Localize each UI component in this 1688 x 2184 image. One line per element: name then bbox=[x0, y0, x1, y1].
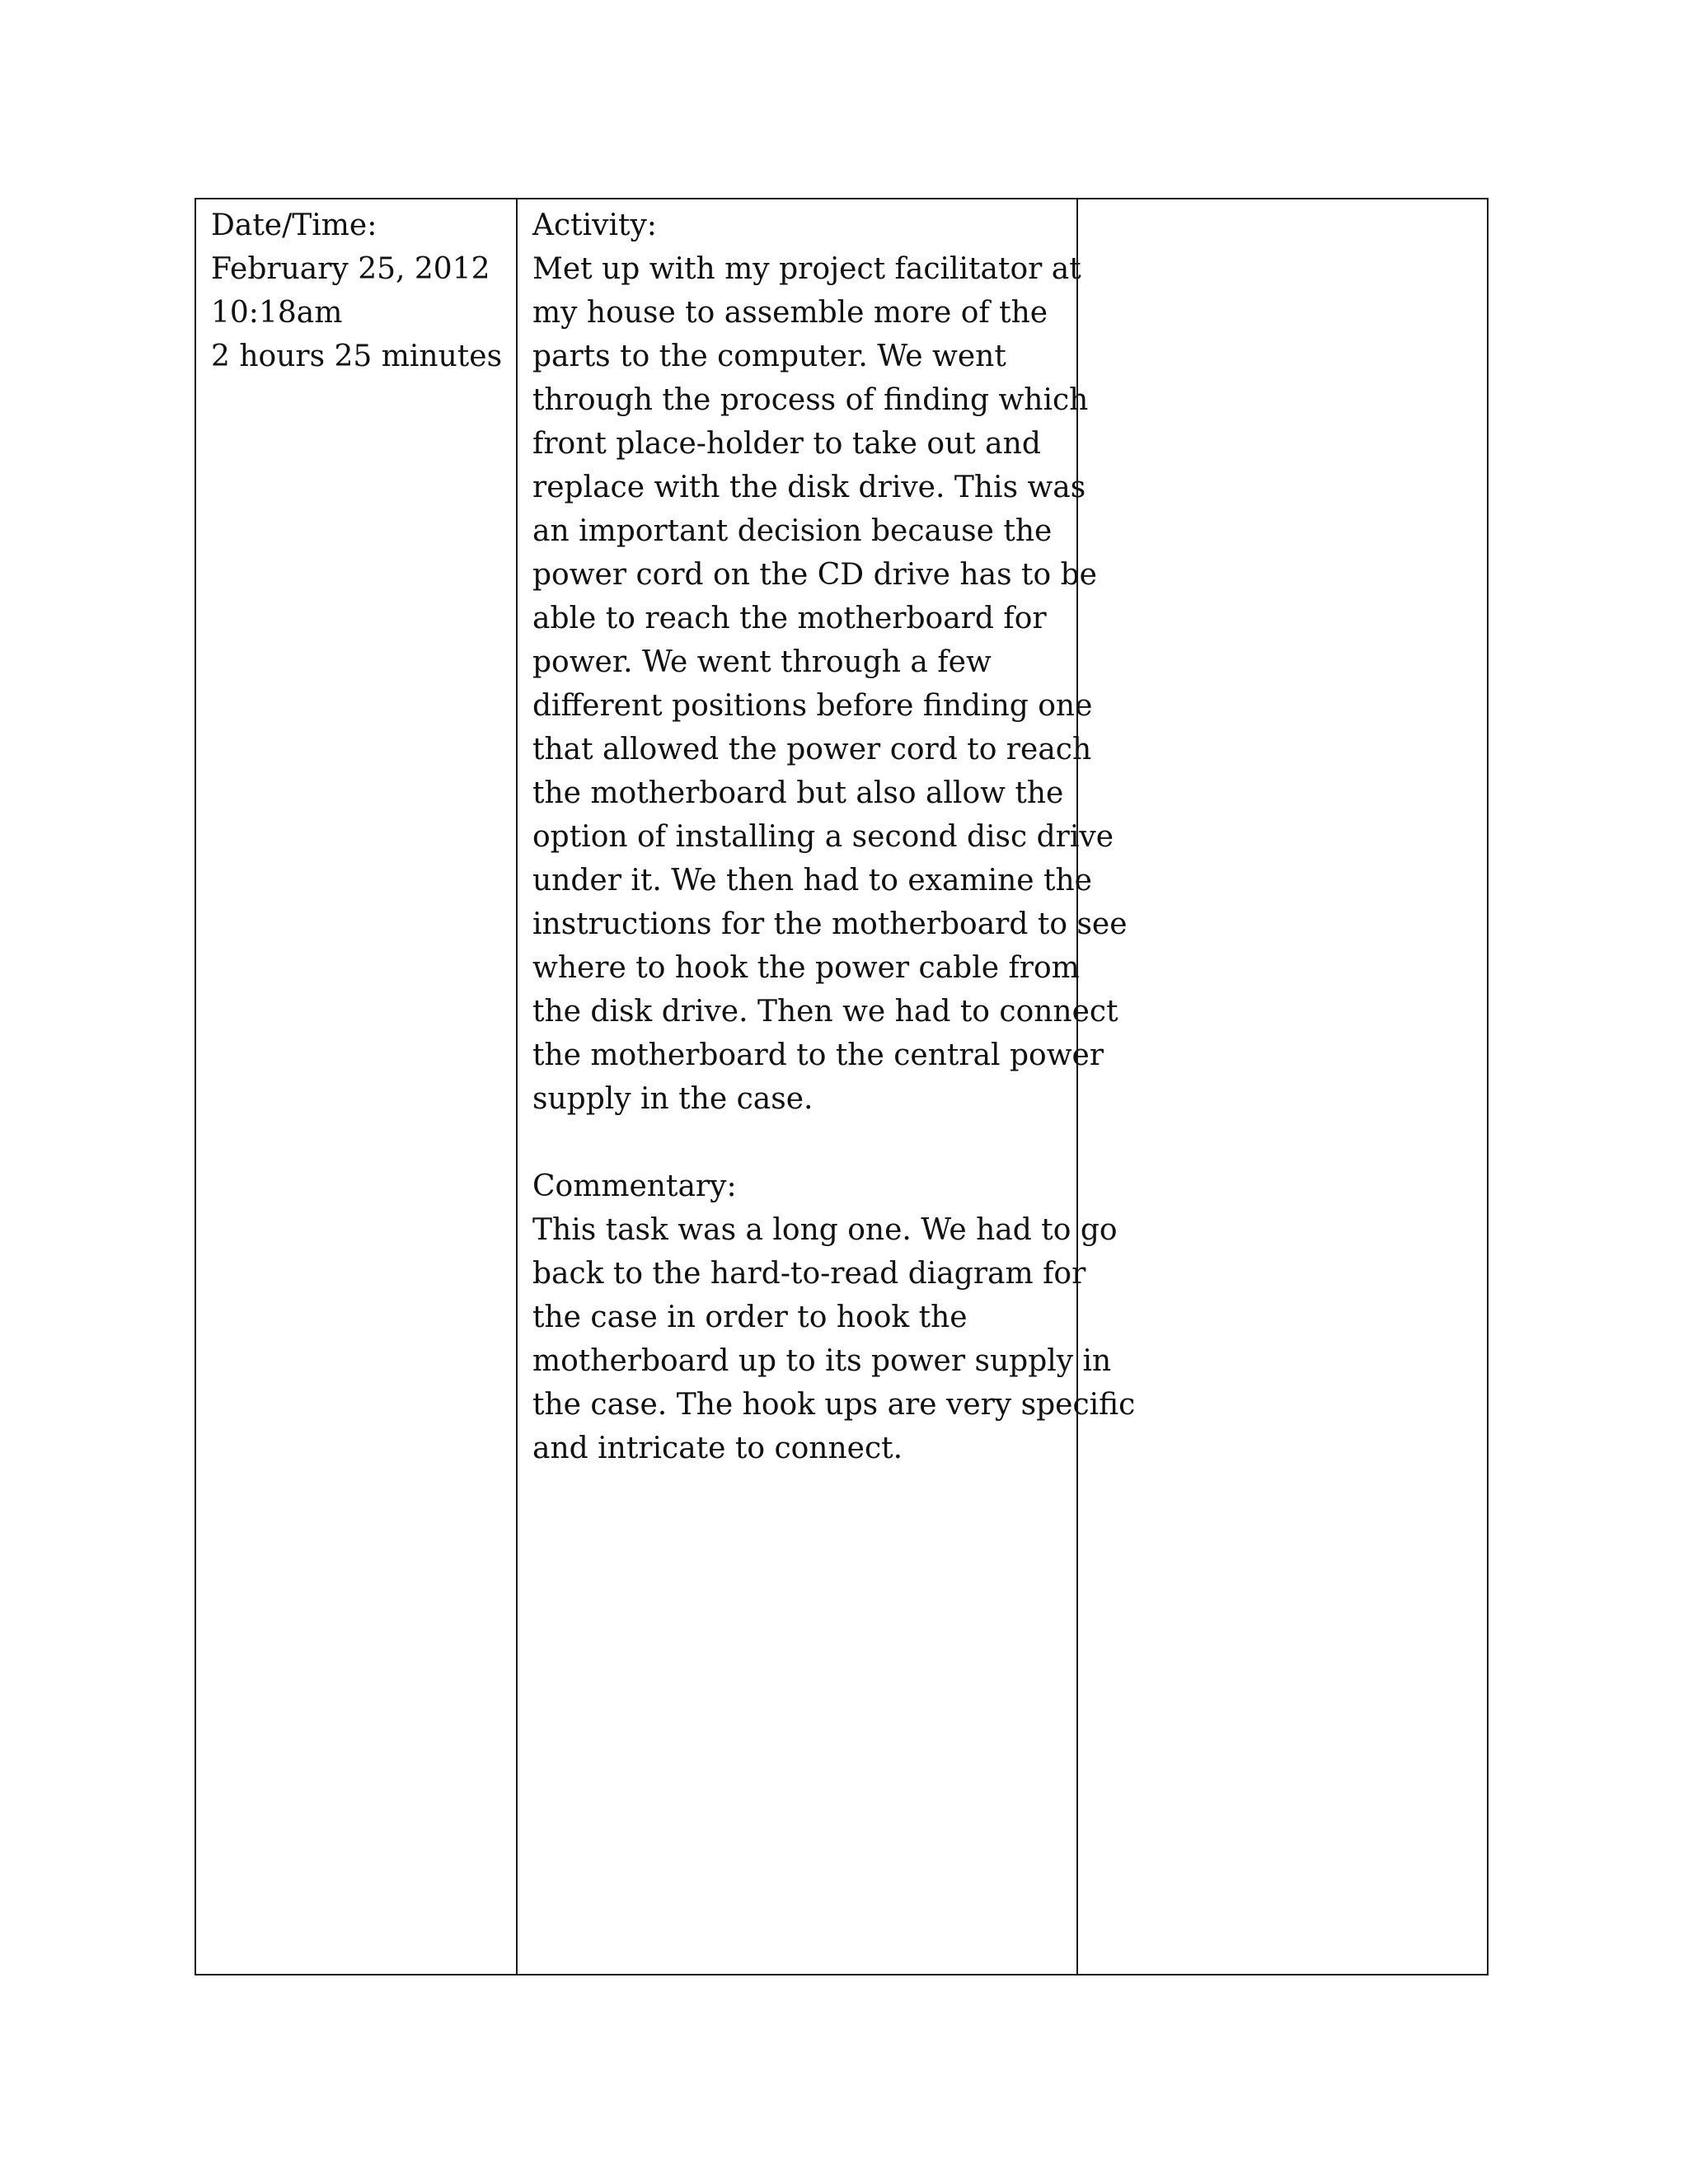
activity-text-line: replace with the disk drive. This was bbox=[532, 471, 1086, 504]
activity-text-line: parts to the computer. We went bbox=[532, 340, 1006, 373]
activity-log-table bbox=[195, 198, 1489, 1975]
activity-text-line: through the process of finding which bbox=[532, 383, 1089, 417]
activity-text-line: front place-holder to take out and bbox=[532, 427, 1041, 461]
date-time-label: Date/Time: bbox=[211, 209, 377, 242]
commentary-text-line: the case in order to hook the bbox=[532, 1301, 968, 1334]
log-entry-row bbox=[195, 199, 1488, 1975]
activity-cell bbox=[517, 199, 1136, 1975]
commentary-text-line: back to the hard-to-read diagram for bbox=[532, 1257, 1086, 1291]
activity-text-line: instructions for the motherboard to see bbox=[532, 907, 1128, 941]
commentary-text-line: This task was a long one. We had to go bbox=[532, 1213, 1118, 1247]
activity-text-line: where to hook the power cable from bbox=[532, 951, 1080, 985]
activity-text-line: an important decision because the bbox=[532, 514, 1053, 548]
date-time-cell bbox=[195, 199, 517, 1975]
entry-duration: 2 hours 25 minutes bbox=[211, 340, 503, 373]
commentary-label: Commentary: bbox=[532, 1169, 737, 1203]
activity-text-line: power. We went through a few bbox=[532, 645, 992, 679]
activity-text-line: the disk drive. Then we had to connect bbox=[532, 995, 1118, 1029]
paragraph-spacer bbox=[532, 1121, 1068, 1165]
entry-time: 10:18am bbox=[211, 296, 343, 330]
activity-text-line: that allowed the power cord to reach bbox=[532, 733, 1092, 766]
activity-text-line: the motherboard to the central power bbox=[532, 1038, 1104, 1072]
activity-text-line: the motherboard but also allow the bbox=[532, 776, 1064, 810]
activity-text-line: option of installing a second disc drive bbox=[532, 820, 1114, 854]
commentary-text-line: the case. The hook ups are very specific bbox=[532, 1388, 1136, 1422]
activity-text-line: Met up with my project facilitator at bbox=[532, 252, 1081, 286]
notes-cell bbox=[1077, 199, 1488, 1975]
activity-text-line: under it. We then had to examine the bbox=[532, 864, 1092, 898]
activity-text-line: power cord on the CD drive has to be bbox=[532, 558, 1097, 592]
activity-text-line: able to reach the motherboard for bbox=[532, 602, 1047, 635]
commentary-text-line: and intricate to connect. bbox=[532, 1432, 903, 1465]
activity-text-line: different positions before finding one bbox=[532, 689, 1093, 723]
activity-text-line: supply in the case. bbox=[532, 1082, 814, 1116]
activity-label: Activity: bbox=[532, 209, 657, 242]
entry-date: February 25, 2012 bbox=[211, 252, 490, 286]
commentary-text-line: motherboard up to its power supply in bbox=[532, 1344, 1112, 1378]
activity-text-line: my house to assemble more of the bbox=[532, 296, 1048, 330]
